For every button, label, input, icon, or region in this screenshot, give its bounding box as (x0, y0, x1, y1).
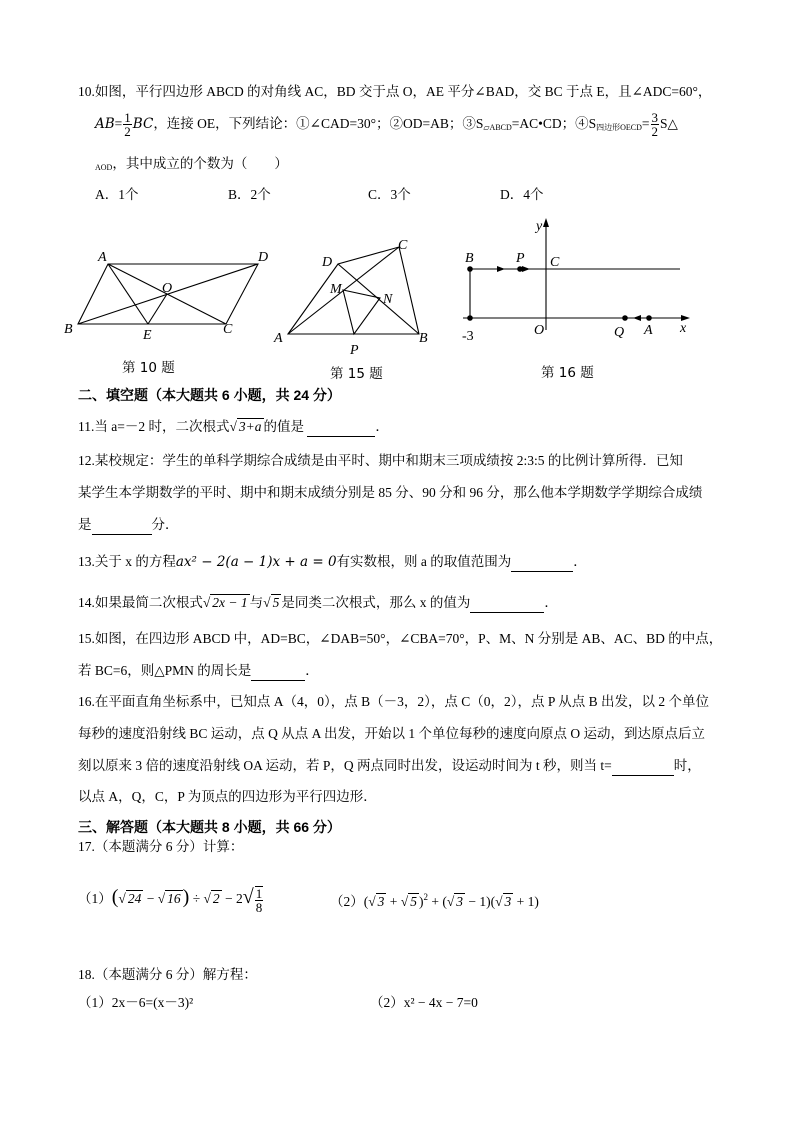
q11: 11.当 a=－2 时，二次根式√ 3+a 的值是 ． (78, 418, 389, 437)
q17-p1-r3: 2 (212, 891, 220, 906)
q14-mid: 与 (249, 595, 264, 610)
q17-head: 17.（本题满分 6 分）计算： (78, 839, 244, 854)
figure-15 (288, 247, 419, 334)
fig15-label-p: P (350, 343, 359, 358)
fig16-move-arrow-2 (522, 266, 530, 272)
q17-p1-den: 8 (255, 899, 263, 915)
fig15-label-d: D (322, 255, 333, 270)
q13 (78, 553, 587, 572)
q12-pre: 是 (78, 517, 92, 532)
fig16-label-p: P (516, 251, 525, 266)
q15-pre: 若 BC=6，则△PMN 的周长是 (78, 663, 252, 678)
q18-part2 (370, 994, 478, 1012)
fig16-move-arrow-3 (633, 315, 641, 321)
q10-option-a: A．1个 (95, 187, 139, 202)
fig15-triangle-pmn (343, 290, 380, 334)
fig15-label-m: M (330, 282, 342, 297)
q12-line2: 某学生本学期数学的平时、期中和期末成绩分别是 85 分、90 分和 96 分，那么他本学期数学学期综合成绩 (78, 485, 703, 500)
fig16-label-q: Q (614, 325, 625, 340)
q17-p2-r3: 3 (456, 894, 463, 909)
q14-end: ． (544, 595, 558, 610)
fig10-label-d: D (258, 250, 269, 265)
fig16-y-arrow (543, 218, 549, 227)
q13-end: ． (573, 554, 587, 569)
fig15-quadrilateral (288, 247, 419, 334)
q15-line1: 15.如图，在四边形 ABCD 中，AD=BC，∠DAB=50°，∠CBA=70°，P、M、N 分别是 AB、AC、BD 的中点， (78, 631, 723, 646)
q10-frac-den: 2 (124, 124, 131, 140)
q14-radicand2: 5 (272, 595, 280, 610)
q11-radicand: 3+a (238, 419, 262, 434)
fig15-label-n: N (383, 292, 393, 307)
q11-post: 的值是 (263, 419, 305, 434)
fig16-label-b: B (465, 251, 474, 266)
section3-title: 三、解答题（本大题共 8 小题，共 66 分） (78, 819, 341, 835)
fig16-move-arrow-1 (497, 266, 505, 272)
fig15-diagonal-bd (338, 264, 419, 334)
fig16-point-neg3 (467, 315, 473, 321)
section2-title: 二、填空题（本大题共 6 小题，共 24 分） (78, 387, 341, 403)
q10-sub-aod: AOD (95, 163, 113, 172)
q16-answer-blank[interactable] (612, 757, 674, 776)
fig10-label-b: B (64, 322, 73, 337)
q17-p2-r2: 5 (410, 894, 417, 909)
q15-line2 (78, 662, 319, 681)
q11-end: ． (375, 419, 389, 434)
q17-part2: （2）(√ 3 + √ 5 )$^2$ + (√ 3 − 1)(√ 3 + 1) (330, 892, 539, 909)
figure-16 (463, 224, 684, 330)
q14-radicand1: 2x − 1 (212, 595, 248, 610)
q17-p1-r2: 16 (167, 891, 181, 906)
q10-option-d: D．4个 (500, 187, 544, 202)
fig16-point-b (467, 266, 473, 272)
figures-canvas (0, 0, 794, 400)
q16-line1: 16.在平面直角坐标系中，已知点 A（4，0），点 B（－3，2），点 C（0，2），点 P 从点 B 出发，以 2 个单位 (78, 694, 710, 709)
fig16-label-neg3: -3 (462, 329, 474, 344)
fig10-label-e: E (143, 328, 152, 343)
q10-frac2-num: 3 (651, 110, 659, 126)
q10-frac-num: 1 (124, 110, 131, 126)
q10-s-triangle: S△ (660, 116, 678, 131)
q10-eq2: = (641, 116, 650, 131)
q10-ab: AB (95, 116, 115, 132)
q16-line2: 每秒的速度沿射线 BC 运动，点 Q 从点 A 出发，开始以 1 个单位每秒的速度向原点 O 运动，到达原点后立 (78, 726, 706, 741)
fig16-point-q (622, 315, 628, 321)
q15-answer-blank[interactable] (251, 662, 305, 681)
fig10-label-a: A (98, 250, 107, 265)
q10-option-b: B．2个 (228, 187, 271, 202)
fig16-label-c: C (550, 255, 560, 270)
fig15-caption: 第 15 题 (330, 366, 383, 382)
q18-head: 18.（本题满分 6 分）解方程： (78, 967, 257, 982)
q12-answer-blank[interactable] (92, 516, 152, 535)
q17-p1-r1: 24 (127, 891, 142, 906)
fig16-label-a: A (644, 323, 653, 338)
fig10-label-o: O (162, 281, 173, 296)
fig16-point-p (517, 266, 523, 272)
q12-line1: 12.某校规定：学生的单科学期综合成绩是由平时、期中和期末三项成绩按 2:3:5 的比例计算所得．已知 (78, 453, 683, 468)
fig16-label-o: O (534, 323, 545, 338)
fig10-caption: 第 10 题 (122, 360, 175, 376)
q18-part1: （1）2x－6=(x－3)² (78, 995, 194, 1010)
q17-p2-label: （2） (330, 894, 364, 909)
q10-frac2-den: 2 (651, 124, 659, 140)
fig10-label-c: C (223, 322, 233, 337)
fig16-label-x: x (680, 321, 687, 336)
q12-line3 (78, 516, 179, 535)
fig15-label-c: C (398, 238, 408, 253)
fig10-segment-ae (108, 264, 148, 324)
q10-conclusions-1: ，连接 OE，下列结论：①∠CAD=30°；②OD=AB；③S (153, 116, 484, 131)
q18-p2-equation: x² − 4x − 7=0 (403, 995, 478, 1010)
fig16-point-a (646, 315, 652, 321)
q10-question: ，其中成立的个数为（ ） (112, 156, 288, 171)
q17-p2-r1: 3 (377, 894, 385, 909)
q13-answer-blank[interactable] (511, 553, 573, 572)
q10-sub-abcd: ▱ABCD (483, 123, 512, 132)
fig15-label-b: B (419, 331, 428, 346)
q13-equation: ax² − 2(a − 1)x + a = 0 (175, 554, 337, 570)
q14-answer-blank[interactable] (470, 594, 544, 613)
q13-pre: 13.关于 x 的方程 (78, 554, 176, 569)
q10-option-c: C．3个 (368, 187, 411, 202)
q12-post: 分． (151, 517, 179, 532)
q14-post: 是同类二次根式，那么 x 的值为 (281, 595, 471, 610)
fig10-segment-oe (148, 294, 167, 324)
q10-sub-oecd: 四边形OECD (596, 123, 642, 132)
q11-pre: 11.当 a=－2 时，二次根式 (78, 419, 230, 434)
q13-post: 有实数根，则 a 的取值范围为 (336, 554, 512, 569)
q14: 14.如果最简二次根式√ 2x − 1 与√ 5 是同类二次根式，那么 x 的值为 ． (78, 594, 558, 613)
q10-eq: = (114, 116, 123, 131)
q17-p1-label: （1） (78, 891, 112, 906)
fig16-label-y: y (536, 219, 543, 234)
q10-conclusions-2: =AC•CD；④S (511, 116, 597, 131)
q16-pre: 刻以原来 3 倍的速度沿射线 OA 运动，若 P，Q 两点同时出发，设运动时间为 t 秒，则当 t= (78, 758, 612, 773)
q14-pre: 14.如果最简二次根式 (78, 595, 203, 610)
q17-p2-r4: 3 (504, 894, 512, 909)
q16-post: 时， (673, 758, 701, 773)
q15-end: ． (305, 663, 319, 678)
q17-part1: （1）(√ 24 − √ 16 ) ÷ √ 2 − 2√ $\frac{1}{8}$ (78, 885, 263, 915)
fig15-label-a: A (274, 331, 283, 346)
q16-line4: 以点 A，Q，C，P 为顶点的四边形为平行四边形． (78, 789, 377, 804)
q16-line3 (78, 757, 701, 776)
q11-answer-blank[interactable] (307, 418, 375, 437)
fig16-caption: 第 16 题 (541, 365, 594, 381)
q10-bc: BC (132, 116, 154, 132)
q17-p1-num: 1 (255, 885, 263, 901)
q18-p2-label: （2） (370, 995, 404, 1010)
q17-p1-frac (255, 886, 264, 914)
q10-line1: 10.如图，平行四边形 ABCD 的对角线 AC，BD 交于点 O，AE 平分∠BAD，交 BC 于点 E，且∠ADC=60°， (78, 84, 712, 99)
